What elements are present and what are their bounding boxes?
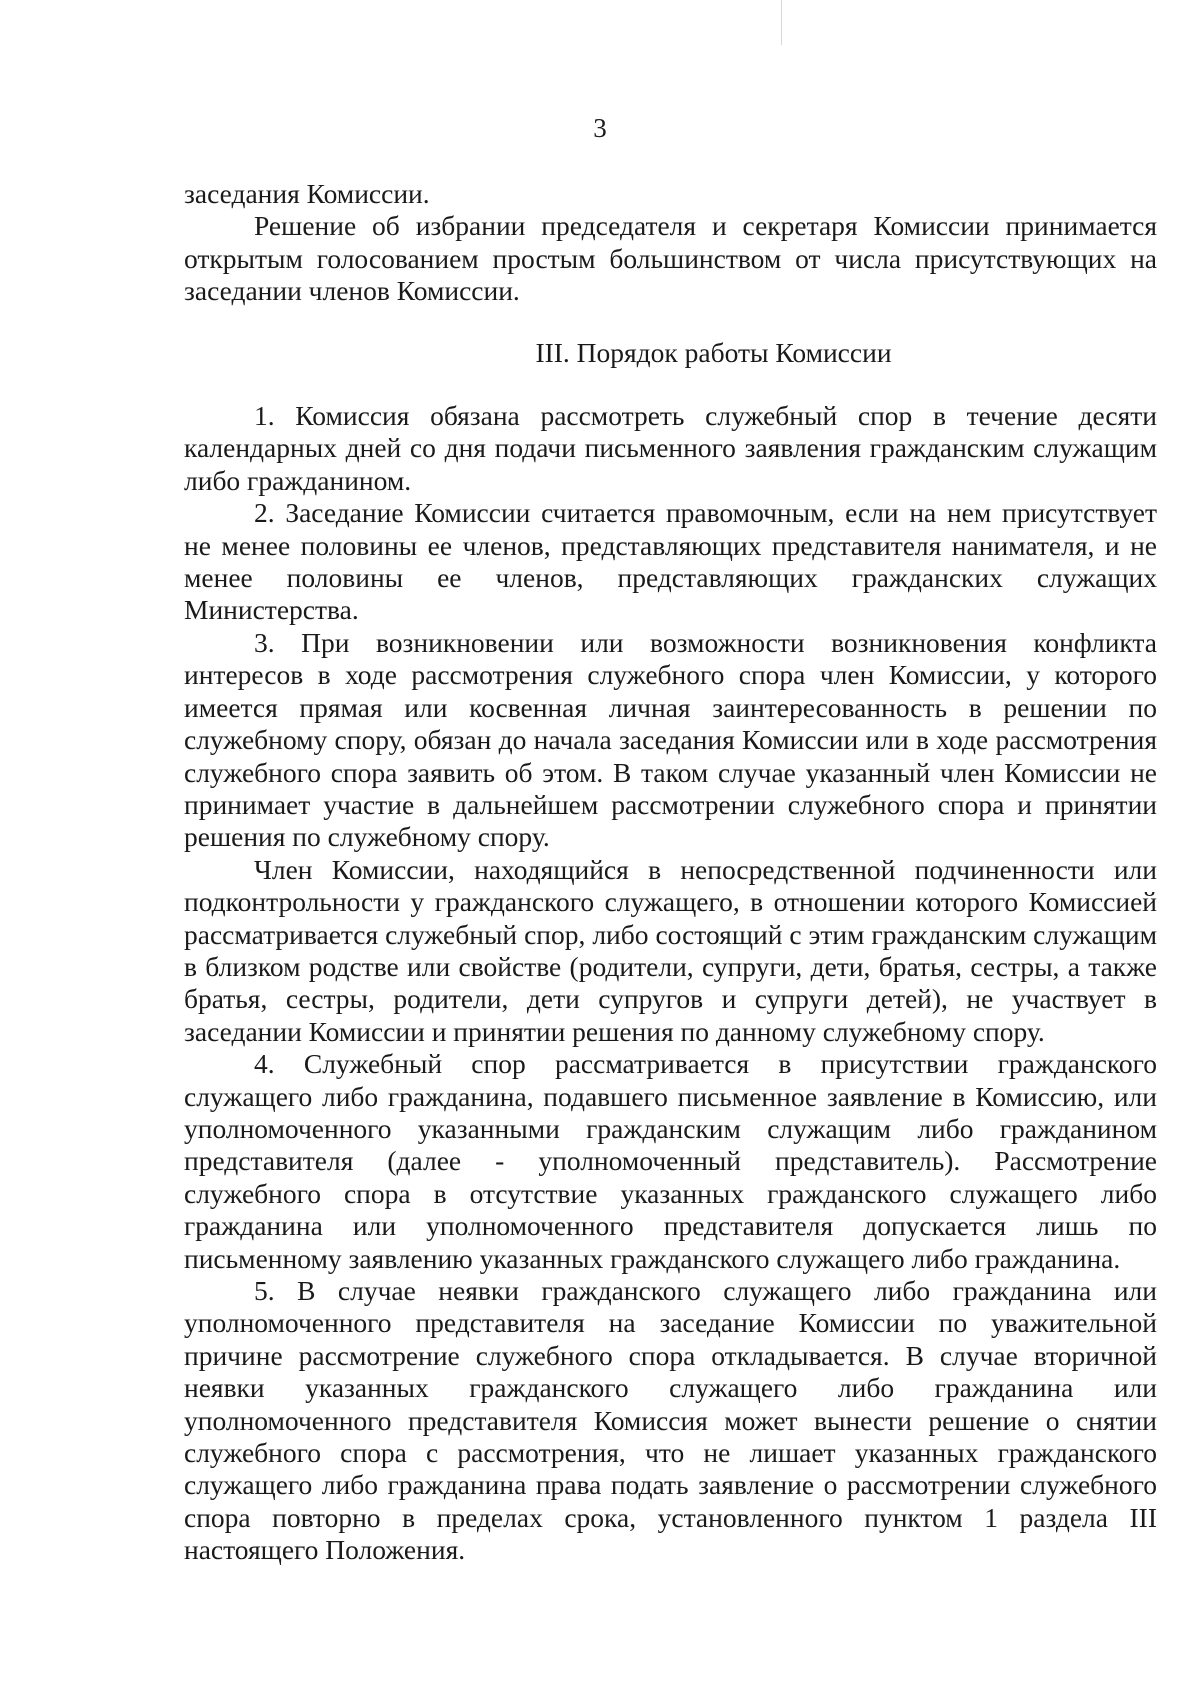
paragraph-election-decision: Решение об избрании председателя и секретаря Комиссии принимается открытым голосованием простым большинством от числа присутствующих на заседании членов Комиссии. (184, 210, 1157, 307)
paragraph-continuation: заседания Комиссии. (184, 178, 430, 209)
item-3: 3. При возникновении или возможности возникновения конфликта интересов в ходе рассмотрения служебного спора член Комиссии, у которого имеется прямая или косвенная личная заинтересованность в решении по служебному спору, обязан до начала заседания Комиссии или в ходе рассмотрения служебного спора заявить об этом. В таком случае указанный член Комиссии не принимает участие в дальнейшем рассмотрении служебного спора и принятии решения по служебному спору. (184, 626, 1157, 853)
document-body (184, 178, 1157, 1567)
page-number: 3 (593, 113, 607, 143)
item-3-continuation: Член Комиссии, находящийся в непосредственной подчиненности или подконтрольности у гражданского служащего, в отношении которого Комиссией рассматривается служебный спор, либо состоящий с этим гражданским служащим в близком родстве или свойстве (родители, супруги, дети, братья, сестры, а также братья, сестры, родители, дети супругов и супруги детей), не участвует в заседании Комиссии и принятии решения по данному служебному спору. (184, 853, 1157, 1047)
item-2: 2. Заседание Комиссии считается правомочным, если на нем присутствует не менее половины ее членов, представляющих представителя нанимателя, и не менее половины ее членов, представляющих гражданских служащих Министерства. (184, 497, 1157, 626)
item-4: 4. Служебный спор рассматривается в присутствии гражданского служащего либо гражданина, подавшего письменное заявление в Комиссию, или уполномоченного указанными гражданским служащим либо гражданином представителя (далее - уполномоченный представитель). Рассмотрение служебного спора в отсутствие указанных гражданского служащего либо гражданина или уполномоченного представителя допускается лишь по письменному заявлению указанных гражданского служащего либо гражданина. (184, 1048, 1157, 1274)
item-1: 1. Комиссия обязана рассмотреть служебный спор в течение десяти календарных дней со дня подачи письменного заявления гражданским служащим либо гражданином. (184, 400, 1157, 496)
section-heading: III. Порядок работы Комиссии (535, 336, 892, 368)
item-5: 5. В случае неявки гражданского служащего либо гражданина или уполномоченного представителя на заседание Комиссии по уважительной причине рассмотрение служебного спора откладывается. В случае вторичной неявки указанных гражданского служащего либо гражданина или уполномоченного представителя Комиссия может вынести решение о снятии служебного спора с рассмотрения, что не лишает указанных гражданского служащего либо гражданина права подать заявление о рассмотрении служебного спора повторно в пределах срока, установленного пунктом 1 раздела III настоящего Положения. (184, 1275, 1157, 1566)
scan-artifact-line (781, 0, 782, 45)
